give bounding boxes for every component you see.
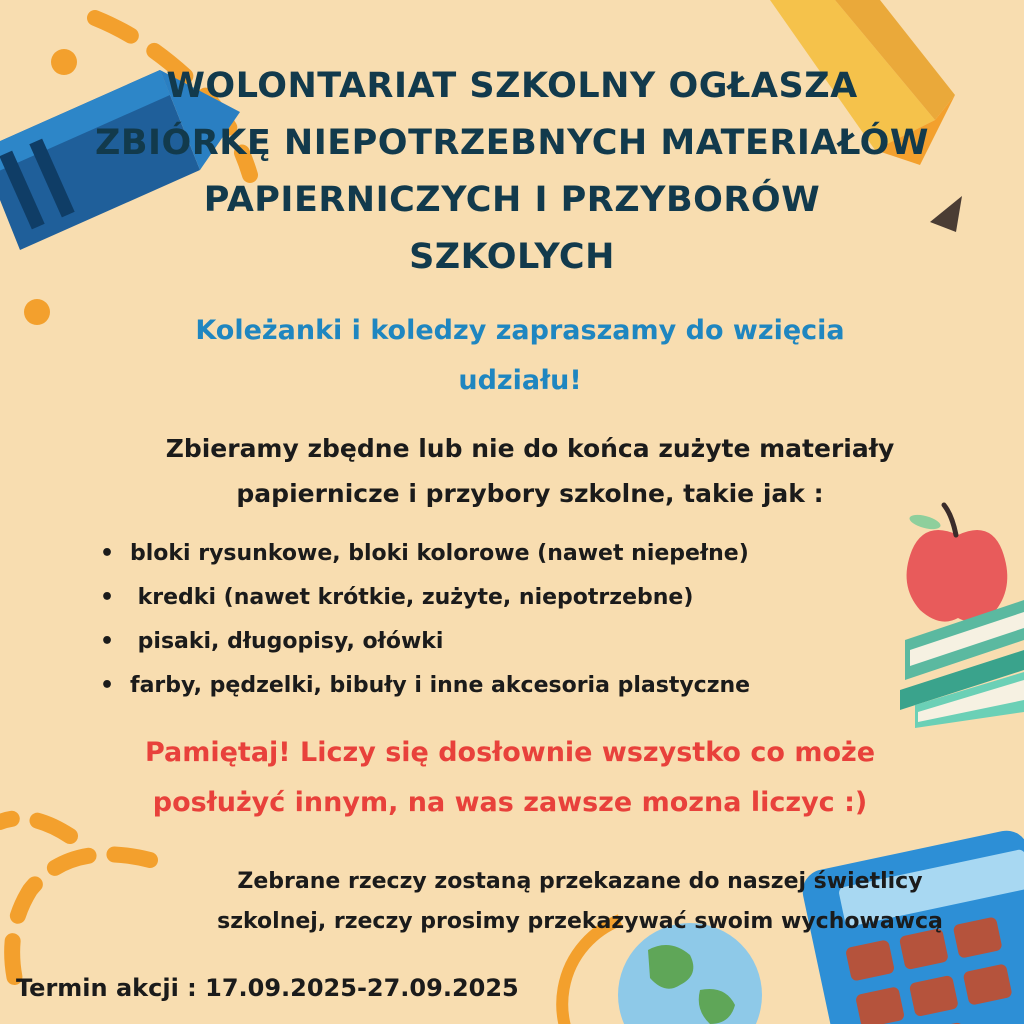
title-line: SZKOLYCH (409, 237, 615, 277)
items-list (100, 532, 900, 708)
reminder-text (40, 728, 980, 828)
invitation-subtitle (40, 306, 1000, 406)
reminder-line: Pamiętaj! Liczy się dosłownie wszystko co może (144, 737, 876, 768)
list-item (100, 576, 900, 620)
intro-line: Zbieramy zbędne lub nie do końca zużyte materiały (165, 434, 895, 463)
action-deadline: Termin akcji : 17.09.2025-27.09.2025 (16, 974, 519, 1002)
handover-note (150, 862, 1010, 942)
title-line: PAPIERNICZYCH I PRZYBORÓW (203, 180, 821, 220)
list-item-text: farby, pędzelki, bibuły i inne akcesoria plastyczne (130, 673, 751, 698)
list-item (100, 532, 900, 576)
title-line: WOLONTARIAT SZKOLNY OGŁASZA (166, 66, 858, 106)
list-item (100, 664, 900, 708)
reminder-line: posłużyć innym, na was zawsze mozna liczyc :) (152, 787, 868, 818)
subtitle-line: udziału! (458, 365, 582, 396)
footer-line: Zebrane rzeczy zostaną przekazane do naszej świetlicy (237, 869, 923, 894)
bullet-icon: • (100, 585, 115, 610)
collection-intro (80, 426, 980, 516)
footer-line: szkolnej, rzeczy prosimy przekazywać swoim wychowawcą (217, 909, 943, 934)
subtitle-line: Koleżanki i koledzy zapraszamy do wzięcia (195, 315, 845, 346)
bullet-icon: • (100, 541, 115, 566)
list-item-text: bloki rysunkowe, bloki kolorowe (nawet niepełne) (130, 541, 749, 566)
list-item (100, 620, 900, 664)
poster-title (0, 58, 1024, 286)
bullet-icon: • (100, 673, 115, 698)
intro-line: papiernicze i przybory szkolne, takie jak : (236, 479, 824, 508)
title-line: ZBIÓRKĘ NIEPOTRZEBNYCH MATERIAŁÓW (94, 123, 930, 163)
list-item-text: pisaki, długopisy, ołówki (130, 629, 444, 654)
bullet-icon: • (100, 629, 115, 654)
list-item-text: kredki (nawet krótkie, zużyte, niepotrzebne) (130, 585, 694, 610)
